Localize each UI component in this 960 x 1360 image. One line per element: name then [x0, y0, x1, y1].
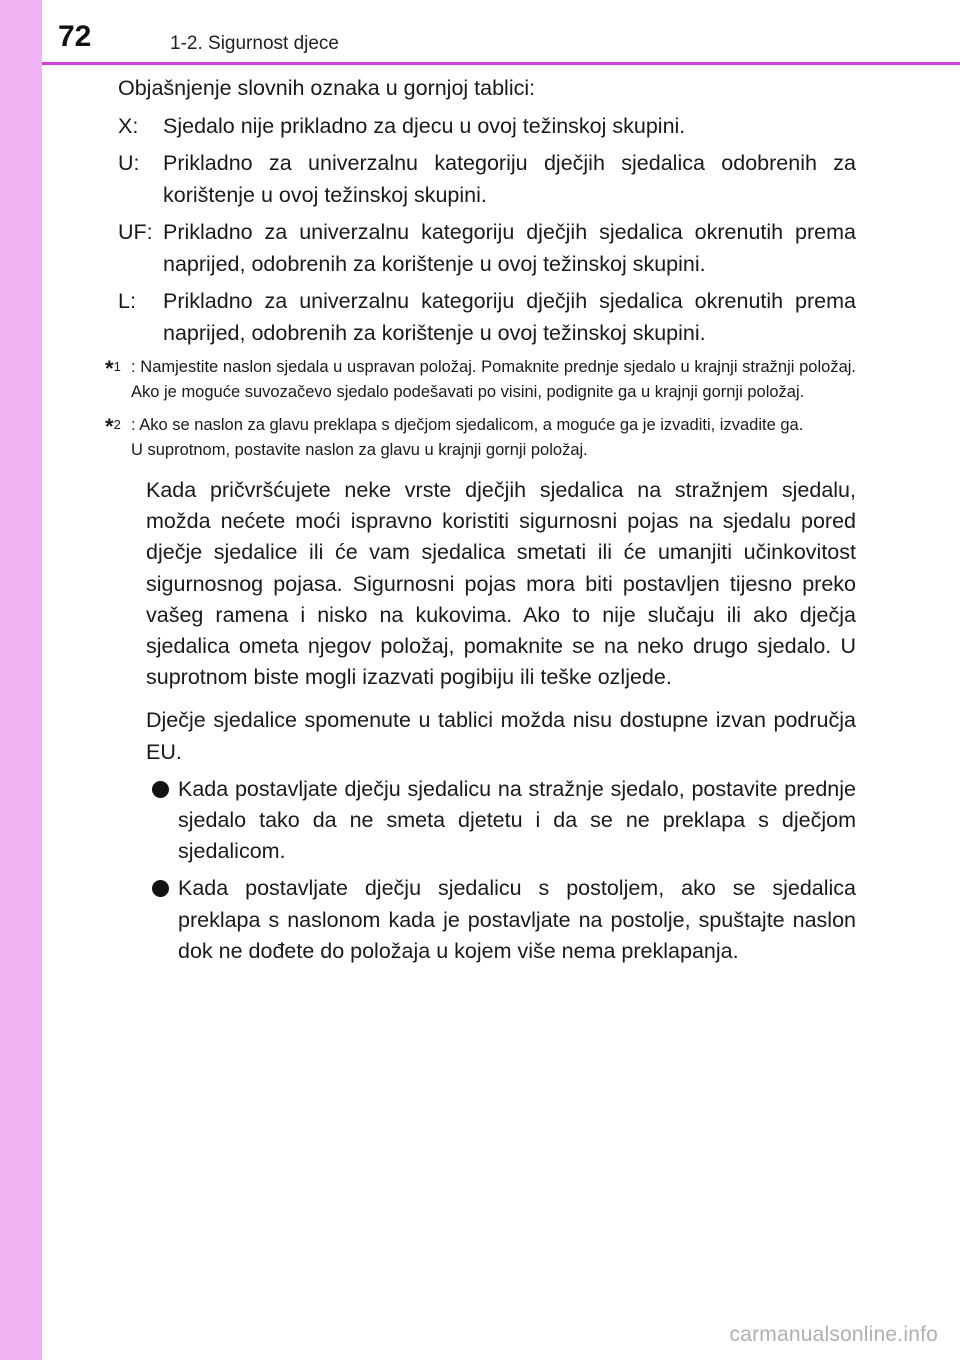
definition-key: UF: — [118, 220, 153, 244]
footnote-2 — [105, 413, 856, 463]
definition-text: Prikladno za univerzalnu kategoriju dječjih sjedalica okrenutih prema naprijed, odobrenih za korištenje u ovoj težinskoj skupini. — [163, 220, 856, 276]
side-color-strip — [0, 0, 42, 1360]
definition-item — [118, 285, 856, 349]
definition-key: U: — [118, 151, 140, 175]
bullet-text: Kada postavljate dječju sjedalicu s postoljem, ako se sjedalica preklapa s naslonom kada je postavljate na postolje, spuštajte naslon dok ne dođete do položaja u kojem više nema preklapanja. — [178, 876, 856, 963]
page-content — [105, 72, 856, 967]
bullet-dot-icon — [152, 781, 169, 798]
definition-list — [118, 110, 856, 349]
definition-text: Prikladno za univerzalnu kategoriju dječjih sjedalica okrenutih prema naprijed, odobrenih za korištenje u ovoj težinskoj skupini. — [163, 289, 856, 345]
definition-text: Sjedalo nije prikladno za djecu u ovoj težinskoj skupini. — [163, 114, 686, 138]
definition-text: Prikladno za univerzalnu kategoriju dječjih sjedalica odobrenih za korištenje u ovoj težinskoj skupini. — [163, 151, 856, 207]
definition-item — [118, 147, 856, 211]
body-paragraph: Kada pričvršćujete neke vrste dječjih sjedalica na stražnjem sjedalu, možda nećete moći ispravno koristiti sigurnosni pojas na sjedalu pored dječje sjedalice ili će vam sjedalica smetati ili će umanjiti učinkovitost sigurnosnog pojasa. Sigurnosni pojas mora biti postavljen tijesno preko vašeg ramena i nisko na kukovima. Ako to nije slučaju ili ako dječja sjedalica ometa njegov položaj, pomaknite se na neko drugo sjedalo. U suprotnom biste mogli izazvati pogibiju ili teške ozljede. — [146, 478, 856, 690]
footnote-marker: *$^2$ — [105, 414, 121, 439]
footnote-text: : Ako se naslon za glavu preklapa s dječjom sjedalicom, a moguće ga je izvaditi, izvadite ga. U suprotnom, postavite naslon za glavu u krajnji gornji položaj. — [131, 416, 804, 459]
page-number: 72 — [58, 20, 92, 53]
watermark: carmanualsonline.info — [729, 1323, 938, 1346]
section-title: 1-2. Sigurnost djece — [170, 33, 339, 54]
definition-item — [118, 216, 856, 280]
definition-item — [118, 110, 856, 142]
definition-key: X: — [118, 114, 139, 138]
footnote-text: : Namjestite naslon sjedala u uspravan položaj. Pomaknite prednje sjedalo u krajnji stražnji položaj. Ako je moguće suvozačevo sjedalo podešavati po visini, podignite ga u krajnji gornji položaj. — [131, 358, 856, 401]
bullet-item — [152, 774, 856, 868]
header-rule — [42, 62, 960, 65]
intro-text: Objašnjenje slovnih oznaka u gornjoj tablici: — [118, 76, 536, 100]
footnote-1 — [105, 355, 856, 405]
bullet-text: Kada postavljate dječju sjedalicu na stražnje sjedalo, postavite prednje sjedalo tako da ne smeta djetetu i da se ne preklapa s dječjom sjedalicom. — [178, 776, 856, 864]
footnote-marker: *$^1$ — [105, 356, 121, 381]
bullet-item — [152, 873, 856, 967]
definition-key: L: — [118, 289, 136, 313]
bullet-dot-icon — [152, 880, 169, 897]
body-paragraph: Dječje sjedalice spomenute u tablici možda nisu dostupne izvan područja EU. — [146, 708, 856, 764]
